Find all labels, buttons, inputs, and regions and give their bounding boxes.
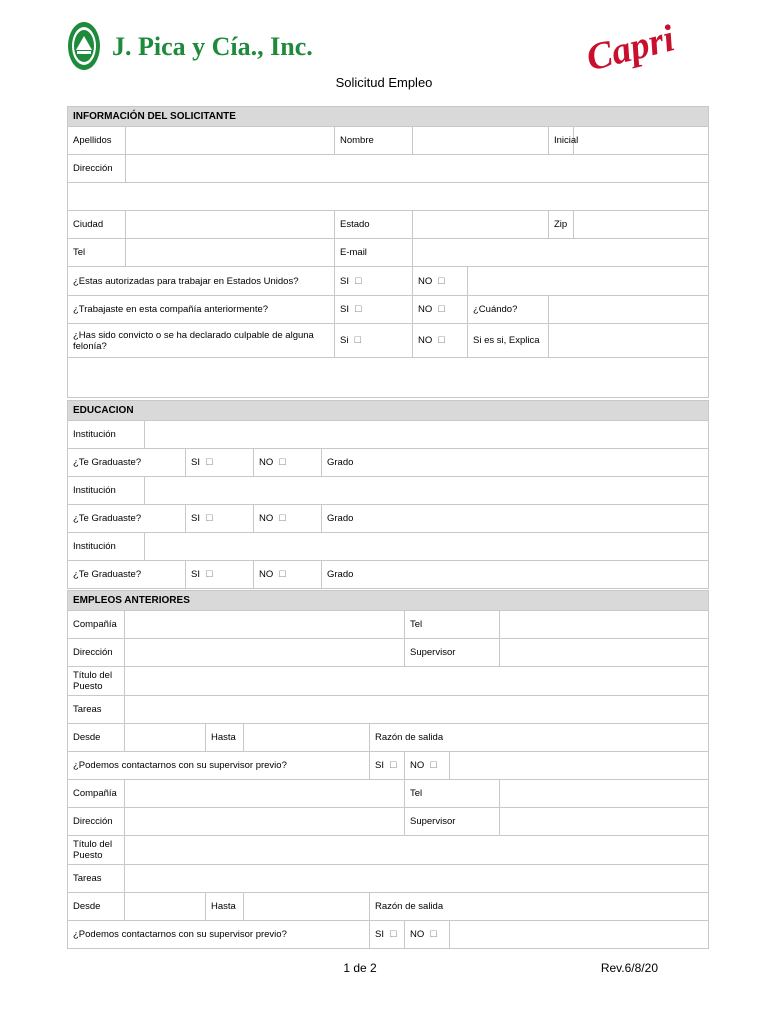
tel-field[interactable] [126, 239, 335, 267]
direccion-field[interactable] [125, 639, 405, 667]
hasta-field[interactable] [244, 724, 370, 752]
worked-here-no-checkbox[interactable] [413, 296, 468, 324]
revision-label: Rev.6/8/20 [600, 961, 658, 975]
si-label: SI [375, 929, 384, 940]
inicial-field[interactable] [574, 127, 709, 155]
apellidos-field[interactable] [126, 127, 335, 155]
tareas-field[interactable] [125, 696, 709, 724]
contact-blank [450, 921, 709, 949]
checkbox-icon: ☐ [354, 275, 363, 286]
label-desde: Desde [68, 724, 125, 752]
explanation-field[interactable] [68, 358, 709, 398]
direccion-field-line2[interactable] [68, 183, 709, 211]
supervisor-field[interactable] [500, 808, 709, 836]
label-hasta: Hasta [206, 893, 244, 921]
label-cuando: ¿Cuándo? [468, 296, 549, 324]
contact-no-checkbox[interactable] [405, 752, 450, 780]
checkbox-icon: ☐ [278, 569, 287, 579]
contact-no-checkbox[interactable] [405, 921, 450, 949]
applicant-table [67, 106, 709, 398]
checkbox-icon: ☐ [429, 929, 438, 939]
label-razon: Razón de salida [375, 732, 444, 743]
grado-field[interactable] [322, 505, 709, 533]
question-convicted: ¿Has sido convicto o se ha declarado culpable de alguna felonía? [68, 324, 335, 358]
company-logo [66, 18, 316, 74]
section-header-employment: EMPLEOS ANTERIORES [68, 591, 709, 611]
label-compania: Compañía [68, 780, 125, 808]
label-direccion: Dirección [68, 639, 125, 667]
label-tel: Tel [405, 780, 500, 808]
no-label: NO [259, 457, 274, 468]
contact-si-checkbox[interactable] [370, 752, 405, 780]
label-institucion: Institución [68, 533, 145, 561]
institucion-field[interactable] [145, 533, 709, 561]
zip-field[interactable] [574, 211, 709, 239]
checkbox-icon: ☐ [389, 929, 398, 939]
checkbox-icon: ☐ [353, 335, 362, 345]
explica-field[interactable] [549, 324, 709, 358]
label-contact: ¿Podemos contactarnos con su supervisor previo? [68, 752, 370, 780]
label-grado: Grado [327, 457, 354, 468]
convicted-si-checkbox[interactable] [335, 324, 413, 358]
no-label: NO [259, 569, 274, 580]
checkbox-icon: ☐ [437, 275, 446, 286]
authorized-si-checkbox[interactable] [335, 267, 413, 296]
nombre-field[interactable] [413, 127, 549, 155]
label-contact: ¿Podemos contactarnos con su supervisor previo? [68, 921, 370, 949]
estado-field[interactable] [413, 211, 549, 239]
company-name: J. Pica y Cía., Inc. [112, 32, 313, 61]
page-title: Solicitud Empleo [335, 75, 433, 90]
label-direccion: Dirección [68, 808, 125, 836]
label-explica: Si es si, Explica [468, 324, 549, 358]
institucion-field[interactable] [145, 477, 709, 505]
direccion-field[interactable] [126, 155, 709, 183]
no-label: NO [410, 760, 425, 771]
tareas-field[interactable] [125, 865, 709, 893]
label-tel: Tel [68, 239, 126, 267]
si-label: SI [191, 569, 200, 580]
label-institucion: Institución [68, 477, 145, 505]
authorized-no-checkbox[interactable] [413, 267, 468, 296]
label-apellidos: Apellidos [68, 127, 126, 155]
label-compania: Compañía [68, 611, 125, 639]
si-label: Si [340, 335, 349, 346]
label-ciudad: Ciudad [68, 211, 126, 239]
question-worked-here: ¿Trabajaste en esta compañía anteriormente? [68, 296, 335, 324]
si-label: SI [340, 304, 349, 315]
label-nombre: Nombre [335, 127, 413, 155]
si-label: SI [191, 457, 200, 468]
no-label: NO [259, 513, 274, 524]
si-label: SI [191, 513, 200, 524]
label-supervisor: Supervisor [405, 639, 500, 667]
capri-logo-text: Capri [582, 17, 679, 80]
contact-si-checkbox[interactable] [370, 921, 405, 949]
no-label: NO [410, 929, 425, 940]
checkbox-icon: ☐ [278, 513, 287, 523]
checkbox-icon: ☐ [205, 513, 214, 523]
label-graduated: ¿Te Graduaste? [68, 505, 186, 533]
section-header-applicant: INFORMACIÓN DEL SOLICITANTE [68, 107, 709, 127]
compania-field[interactable] [125, 611, 405, 639]
si-label: SI [375, 760, 384, 771]
checkbox-icon: ☐ [205, 457, 214, 467]
graduated-no-checkbox[interactable] [254, 505, 322, 533]
no-label: NO [418, 275, 433, 287]
cuando-field[interactable] [549, 296, 709, 324]
email-field[interactable] [413, 239, 709, 267]
supervisor-field[interactable] [500, 639, 709, 667]
graduated-si-checkbox[interactable] [186, 505, 254, 533]
label-titulo: Título del Puesto [68, 667, 125, 696]
employment-table [67, 590, 709, 949]
education-table [67, 400, 709, 589]
contact-blank [450, 752, 709, 780]
checkbox-icon: ☐ [278, 457, 287, 467]
question-authorized: ¿Estas autorizadas para trabajar en Estados Unidos? [68, 267, 335, 296]
label-supervisor: Supervisor [405, 808, 500, 836]
checkbox-icon: ☐ [429, 760, 438, 770]
direccion-field[interactable] [125, 808, 405, 836]
graduated-si-checkbox[interactable] [186, 561, 254, 589]
convicted-no-checkbox[interactable] [413, 324, 468, 358]
label-desde: Desde [68, 893, 125, 921]
label-zip: Zip [549, 211, 574, 239]
label-hasta: Hasta [206, 724, 244, 752]
checkbox-icon: ☐ [437, 304, 446, 314]
label-titulo: Título del Puesto [68, 836, 125, 865]
tel-field[interactable] [500, 611, 709, 639]
label-tareas: Tareas [68, 696, 125, 724]
graduated-no-checkbox[interactable] [254, 449, 322, 477]
label-estado: Estado [335, 211, 413, 239]
razon-field[interactable] [370, 724, 709, 752]
worked-here-si-checkbox[interactable] [335, 296, 413, 324]
capri-logo [582, 17, 682, 80]
authorized-blank [468, 267, 709, 296]
label-tel: Tel [405, 611, 500, 639]
label-direccion: Dirección [68, 155, 126, 183]
label-email: E-mail [335, 239, 413, 267]
label-graduated: ¿Te Graduaste? [68, 449, 186, 477]
titulo-field[interactable] [125, 836, 709, 865]
grado-field[interactable] [322, 561, 709, 589]
no-label: NO [418, 335, 433, 346]
checkbox-icon: ☐ [437, 335, 446, 345]
label-tareas: Tareas [68, 865, 125, 893]
hasta-field[interactable] [244, 893, 370, 921]
label-institucion: Institución [68, 421, 145, 449]
label-grado: Grado [327, 569, 354, 580]
desde-field[interactable] [125, 724, 206, 752]
desde-field[interactable] [125, 893, 206, 921]
checkbox-icon: ☐ [354, 304, 363, 314]
si-label: SI [340, 275, 349, 287]
tel-field[interactable] [500, 780, 709, 808]
ciudad-field[interactable] [126, 211, 335, 239]
grado-field[interactable] [322, 449, 709, 477]
label-razon: Razón de salida [375, 901, 444, 912]
titulo-field[interactable] [125, 667, 709, 696]
label-inicial: Inicial [549, 127, 574, 155]
graduated-si-checkbox[interactable] [186, 449, 254, 477]
checkbox-icon: ☐ [389, 760, 398, 770]
section-header-education: EDUCACION [68, 401, 709, 421]
institucion-field[interactable] [145, 421, 709, 449]
razon-field[interactable] [370, 893, 709, 921]
label-grado: Grado [327, 513, 354, 524]
label-graduated: ¿Te Graduaste? [68, 561, 186, 589]
checkbox-icon: ☐ [205, 569, 214, 579]
no-label: NO [418, 304, 433, 315]
page-number: 1 de 2 [343, 961, 377, 975]
graduated-no-checkbox[interactable] [254, 561, 322, 589]
compania-field[interactable] [125, 780, 405, 808]
company-seal-icon [68, 22, 100, 70]
